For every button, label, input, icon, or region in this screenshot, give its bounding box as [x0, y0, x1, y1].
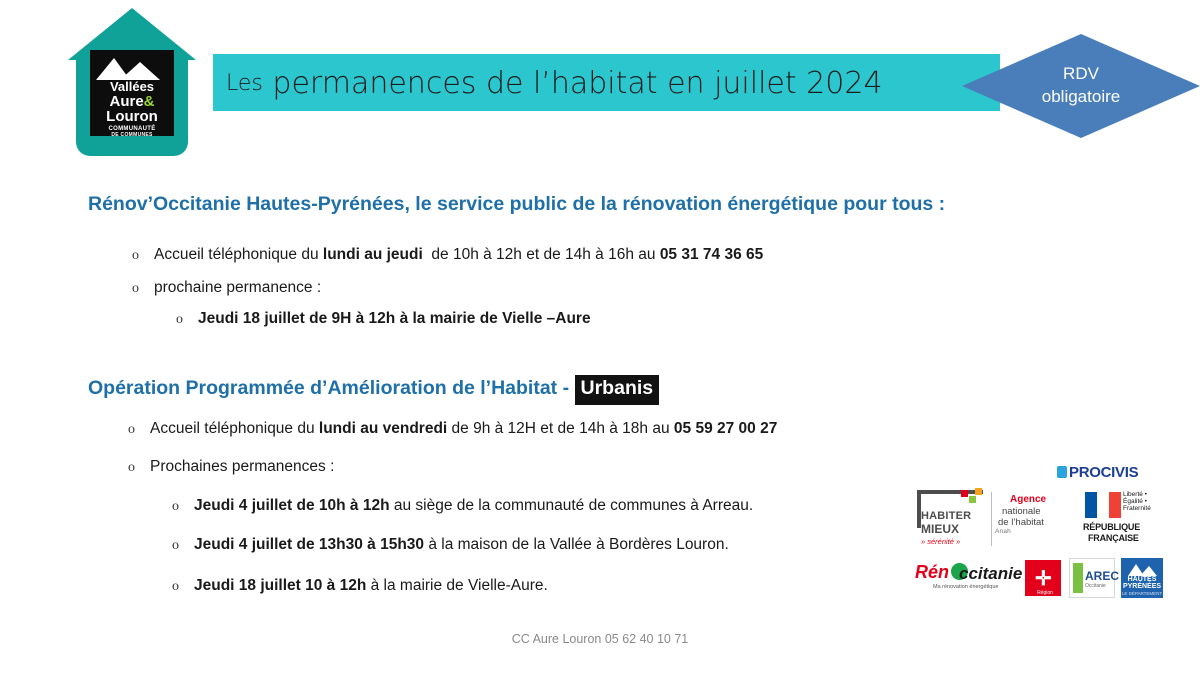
rdv-badge: [962, 34, 1200, 138]
anah-logo: [991, 492, 1077, 546]
habiter-mieux-line-1: HABITER: [921, 510, 972, 522]
slide-header: [0, 0, 1200, 170]
list-item-bold-text: Jeudi 18 juillet 10 à 12h: [194, 577, 367, 594]
list-item-text: [194, 536, 729, 554]
habiter-mieux-line-2: MIEUX: [921, 522, 960, 536]
arec-bar-icon: [1073, 563, 1083, 593]
arec-sub: Occitanie: [1085, 583, 1106, 589]
rf-motto: Liberté • Égalité • Fraternité: [1123, 491, 1151, 512]
list-item-bold-text: Jeudi 4 juillet de 13h30 à 15h30: [194, 536, 425, 553]
habiter-mieux-tagline: » sérénité »: [921, 537, 961, 546]
procivis-mark-icon: [1057, 466, 1067, 478]
list-item-text: [198, 310, 591, 328]
bullet-marker: o: [172, 538, 179, 553]
page-title-main: permanences de l’habitat en juillet 2024: [272, 65, 883, 101]
list-item-text: Accueil téléphonique du lundi au jeudi de 10h à 12h et de 14h à 16h au 05 31 74 36 65: [154, 246, 764, 263]
arec-name: AREC: [1085, 569, 1120, 583]
rf-line-1: RÉPUBLIQUE: [1083, 522, 1141, 532]
rdv-badge-label: [962, 34, 1200, 138]
page-title-lead: Les: [226, 70, 263, 96]
bullet-marker: o: [172, 499, 179, 514]
bullet-marker: o: [128, 460, 135, 475]
flag-white-band: [1097, 492, 1109, 518]
list-item-text: [194, 577, 548, 595]
occitanie-logo: [1023, 558, 1063, 602]
hp-line-2: PYRÉNÉES: [1122, 583, 1162, 590]
flag-blue-band: [1085, 492, 1097, 518]
partner-logos-group: [915, 462, 1163, 604]
list-item-bold-text: Jeudi 18 juillet de 9H à 12h à la mairie de Vielle –Aure: [198, 310, 591, 327]
logo-line-1: Vallées: [109, 79, 155, 94]
list-item-text: prochaine permanence :: [154, 279, 322, 296]
list-item: [128, 458, 334, 476]
section-2-title: [88, 375, 988, 405]
list-item-text: [194, 497, 753, 515]
bullet-marker: o: [172, 579, 179, 594]
list-item-plain-text: à la mairie de Vielle-Aure.: [366, 577, 548, 594]
logo-line-2: [90, 94, 174, 109]
bullet-marker: o: [132, 281, 139, 296]
renov-part-2: ccitanie: [959, 564, 1023, 583]
list-item: [172, 497, 753, 515]
list-item-plain-text: au siège de la communauté de communes à Arreau.: [389, 497, 754, 514]
section-2-title-prefix: Opération Programmée d’Amélioration de l’Habitat -: [88, 377, 575, 399]
bullet-marker: o: [132, 248, 139, 263]
renov-tagline: Ma rénovation énergétique: [933, 584, 999, 590]
square-red-icon: [961, 490, 968, 497]
anah-line-1: Agence: [1010, 494, 1047, 505]
logo-line-4: COMMUNAUTÉ: [108, 126, 156, 132]
slide-footer: CC Aure Louron 05 62 40 10 71: [511, 632, 689, 646]
mountain-icon: [90, 54, 174, 80]
procivis-name: PROCIVIS: [1069, 464, 1139, 481]
logo-line-2-text: Aure: [109, 93, 144, 110]
occitan-cross-icon: ✛: [1035, 568, 1052, 590]
hp-line-1: HAUTES: [1127, 576, 1157, 583]
square-orange-icon: [975, 488, 982, 495]
flag-red-band: [1109, 492, 1121, 518]
urbanis-chip: Urbanis: [575, 375, 660, 405]
logo-ampersand: &: [143, 93, 155, 110]
community-logo: [68, 8, 196, 156]
renov-occitanie-logo: [915, 558, 1023, 598]
list-item: [172, 577, 548, 595]
list-item-text: Accueil téléphonique du lundi au vendredi de 9h à 12H et de 14h à 18h au 05 59 27 00 27: [150, 420, 778, 437]
list-item: [128, 420, 777, 438]
occitanie-caption: Région Occitanie: [1034, 590, 1056, 602]
list-item: [132, 279, 321, 297]
list-item-text: Prochaines permanences :: [150, 458, 335, 475]
square-green-icon: [969, 496, 976, 503]
rdv-badge-line-1: RDV: [1063, 64, 1099, 84]
procivis-logo: [1055, 462, 1163, 484]
republique-francaise-logo: [1081, 490, 1163, 548]
habiter-mieux-logo: [915, 488, 989, 550]
list-item-plain-text: à la maison de la Vallée à Bordères Louron.: [424, 536, 729, 553]
bullet-marker: o: [128, 422, 135, 437]
anah-line-3: de l’habitat: [998, 517, 1044, 528]
arec-logo: [1069, 558, 1120, 598]
rf-line-2: FRANÇAISE: [1088, 533, 1139, 543]
page-title: [226, 56, 1016, 110]
list-item-bold-text: Jeudi 4 juillet de 10h à 12h: [194, 497, 390, 514]
renov-part-1: Rén: [915, 562, 950, 582]
list-item: [176, 310, 591, 328]
logo-line-5: DE COMMUNES: [111, 132, 153, 138]
list-item: [132, 246, 763, 264]
list-item: [172, 536, 729, 554]
section-1-title: Rénov’Occitanie Hautes-Pyrénées, le service public de la rénovation énergétique pour tous :: [88, 193, 946, 215]
occitanie-block: [1025, 560, 1061, 602]
logo-line-3: Louron: [106, 108, 158, 125]
anah-abbrev: Anah: [995, 528, 1011, 535]
hp-line-3: LE DÉPARTEMENT: [1121, 591, 1163, 596]
hautes-pyrenees-logo: [1121, 558, 1163, 598]
anah-line-2: nationale: [1002, 506, 1041, 517]
logo-inner-panel: [90, 50, 174, 136]
bullet-marker: o: [176, 312, 183, 327]
mountain-peaks-icon: [1126, 562, 1158, 576]
rdv-badge-line-2: obligatoire: [1041, 87, 1121, 106]
